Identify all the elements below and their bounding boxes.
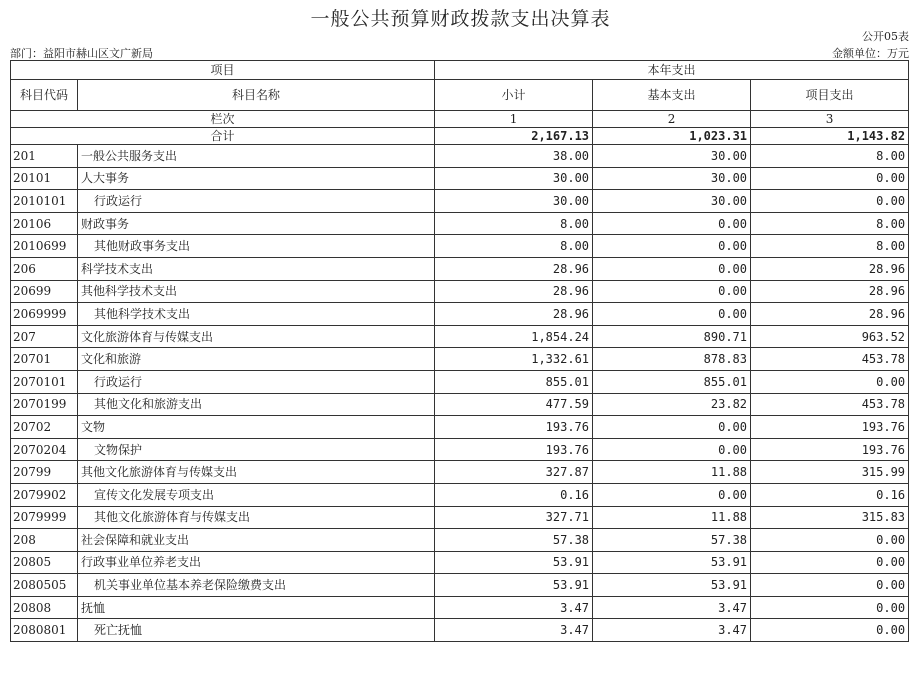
row-basic: 0.00 [593,416,751,439]
row-code: 2070199 [11,393,78,416]
row-code: 20699 [11,280,78,303]
row-code: 20701 [11,348,78,371]
table-row [11,483,909,506]
row-subtotal: 53.91 [435,574,593,597]
row-name: 行政运行 [78,190,435,213]
row-subtotal: 327.71 [435,506,593,529]
row-code: 2010699 [11,235,78,258]
row-basic: 0.00 [593,303,751,326]
row-project: 963.52 [751,325,909,348]
table-body [11,145,909,642]
row-project: 193.76 [751,438,909,461]
row-code: 2070204 [11,438,78,461]
table-row [11,235,909,258]
row-project: 28.96 [751,280,909,303]
row-name: 一般公共服务支出 [78,145,435,168]
row-name: 文化和旅游 [78,348,435,371]
row-code: 20702 [11,416,78,439]
total-subtotal: 2,167.13 [435,128,593,145]
table-row [11,393,909,416]
row-code: 20101 [11,167,78,190]
row-name: 文物保护 [78,438,435,461]
column-index-2: 2 [593,111,751,128]
row-project: 0.00 [751,574,909,597]
column-index-3: 3 [751,111,909,128]
row-subtotal: 28.96 [435,280,593,303]
row-code: 2069999 [11,303,78,326]
row-subtotal: 53.91 [435,551,593,574]
row-subtotal: 38.00 [435,145,593,168]
row-project: 0.00 [751,370,909,393]
row-name: 其他文化旅游体育与传媒支出 [78,506,435,529]
table-row [11,145,909,168]
row-project: 8.00 [751,145,909,168]
row-code: 20799 [11,461,78,484]
row-code: 2080505 [11,574,78,597]
department-label: 部门：益阳市赫山区文广新局 [10,47,153,60]
row-code: 206 [11,257,78,280]
table-row [11,574,909,597]
row-basic: 23.82 [593,393,751,416]
row-basic: 0.00 [593,438,751,461]
row-subtotal: 8.00 [435,212,593,235]
page-title: 一般公共预算财政拨款支出决算表 [310,8,611,30]
header-current-year: 本年支出 [435,61,909,80]
row-name: 人大事务 [78,167,435,190]
row-project: 315.83 [751,506,909,529]
row-basic: 11.88 [593,461,751,484]
row-name: 其他科学技术支出 [78,280,435,303]
row-subtotal: 8.00 [435,235,593,258]
table-row [11,416,909,439]
table-row [11,325,909,348]
header-name: 科目名称 [78,80,435,111]
row-project: 453.78 [751,393,909,416]
header-code: 科目代码 [11,80,78,111]
table-row [11,280,909,303]
row-project: 28.96 [751,303,909,326]
row-code: 201 [11,145,78,168]
row-code: 20808 [11,596,78,619]
table-row [11,212,909,235]
row-name: 其他科学技术支出 [78,303,435,326]
column-index-1: 1 [435,111,593,128]
row-name: 文化旅游体育与传媒支出 [78,325,435,348]
row-name: 其他文化和旅游支出 [78,393,435,416]
header-basic: 基本支出 [593,80,751,111]
row-project: 0.00 [751,619,909,642]
row-subtotal: 1,854.24 [435,325,593,348]
table-row [11,370,909,393]
expenditure-table [10,60,909,642]
total-project: 1,143.82 [751,128,909,145]
row-code: 2010101 [11,190,78,213]
row-name: 其他财政事务支出 [78,235,435,258]
row-code: 20805 [11,551,78,574]
row-basic: 0.00 [593,212,751,235]
row-name: 社会保障和就业支出 [78,529,435,552]
row-basic: 3.47 [593,619,751,642]
row-basic: 0.00 [593,235,751,258]
row-name: 行政事业单位养老支出 [78,551,435,574]
row-basic: 11.88 [593,506,751,529]
row-project: 0.16 [751,483,909,506]
row-subtotal: 30.00 [435,167,593,190]
row-basic: 0.00 [593,257,751,280]
column-index-label: 栏次 [11,111,435,128]
row-basic: 855.01 [593,370,751,393]
row-subtotal: 193.76 [435,438,593,461]
row-name: 财政事务 [78,212,435,235]
row-subtotal: 3.47 [435,596,593,619]
row-basic: 53.91 [593,574,751,597]
row-basic: 3.47 [593,596,751,619]
header-subtotal: 小计 [435,80,593,111]
table-row [11,506,909,529]
table-row [11,257,909,280]
row-basic: 30.00 [593,167,751,190]
row-code: 20106 [11,212,78,235]
row-name: 机关事业单位基本养老保险缴费支出 [78,574,435,597]
row-basic: 0.00 [593,280,751,303]
row-name: 行政运行 [78,370,435,393]
row-code: 2079999 [11,506,78,529]
table-row [11,348,909,371]
row-code: 2070101 [11,370,78,393]
table-row [11,461,909,484]
row-basic: 0.00 [593,483,751,506]
row-code: 2079902 [11,483,78,506]
row-project: 453.78 [751,348,909,371]
row-name: 科学技术支出 [78,257,435,280]
table-row [11,551,909,574]
row-basic: 890.71 [593,325,751,348]
row-name: 抚恤 [78,596,435,619]
row-code: 208 [11,529,78,552]
row-name: 其他文化旅游体育与传媒支出 [78,461,435,484]
table-row [11,529,909,552]
table-row [11,190,909,213]
row-subtotal: 3.47 [435,619,593,642]
row-subtotal: 0.16 [435,483,593,506]
row-subtotal: 1,332.61 [435,348,593,371]
amount-unit-label: 金额单位：万元 [832,47,909,60]
row-name: 文物 [78,416,435,439]
row-basic: 30.00 [593,190,751,213]
row-subtotal: 193.76 [435,416,593,439]
row-project: 0.00 [751,551,909,574]
row-basic: 53.91 [593,551,751,574]
row-project: 8.00 [751,235,909,258]
row-name: 宣传文化发展专项支出 [78,483,435,506]
row-subtotal: 30.00 [435,190,593,213]
row-project: 28.96 [751,257,909,280]
header-row-2 [11,80,909,111]
column-index-row [11,111,909,128]
row-basic: 30.00 [593,145,751,168]
total-basic: 1,023.31 [593,128,751,145]
row-project: 193.76 [751,416,909,439]
row-project: 8.00 [751,212,909,235]
table-row [11,619,909,642]
row-project: 0.00 [751,167,909,190]
total-label: 合计 [11,128,435,145]
table-row [11,167,909,190]
row-name: 死亡抚恤 [78,619,435,642]
row-code: 207 [11,325,78,348]
row-subtotal: 855.01 [435,370,593,393]
row-project: 0.00 [751,596,909,619]
header-row-1 [11,61,909,80]
form-number: 公开05表 [862,30,909,43]
row-project: 0.00 [751,190,909,213]
table-row [11,596,909,619]
row-project: 0.00 [751,529,909,552]
header-project: 项目支出 [751,80,909,111]
row-subtotal: 57.38 [435,529,593,552]
row-subtotal: 28.96 [435,257,593,280]
table-row [11,438,909,461]
header-item: 项目 [11,61,435,80]
total-row [11,128,909,145]
row-basic: 878.83 [593,348,751,371]
table-row [11,303,909,326]
row-subtotal: 327.87 [435,461,593,484]
row-subtotal: 28.96 [435,303,593,326]
row-basic: 57.38 [593,529,751,552]
row-subtotal: 477.59 [435,393,593,416]
row-code: 2080801 [11,619,78,642]
row-project: 315.99 [751,461,909,484]
